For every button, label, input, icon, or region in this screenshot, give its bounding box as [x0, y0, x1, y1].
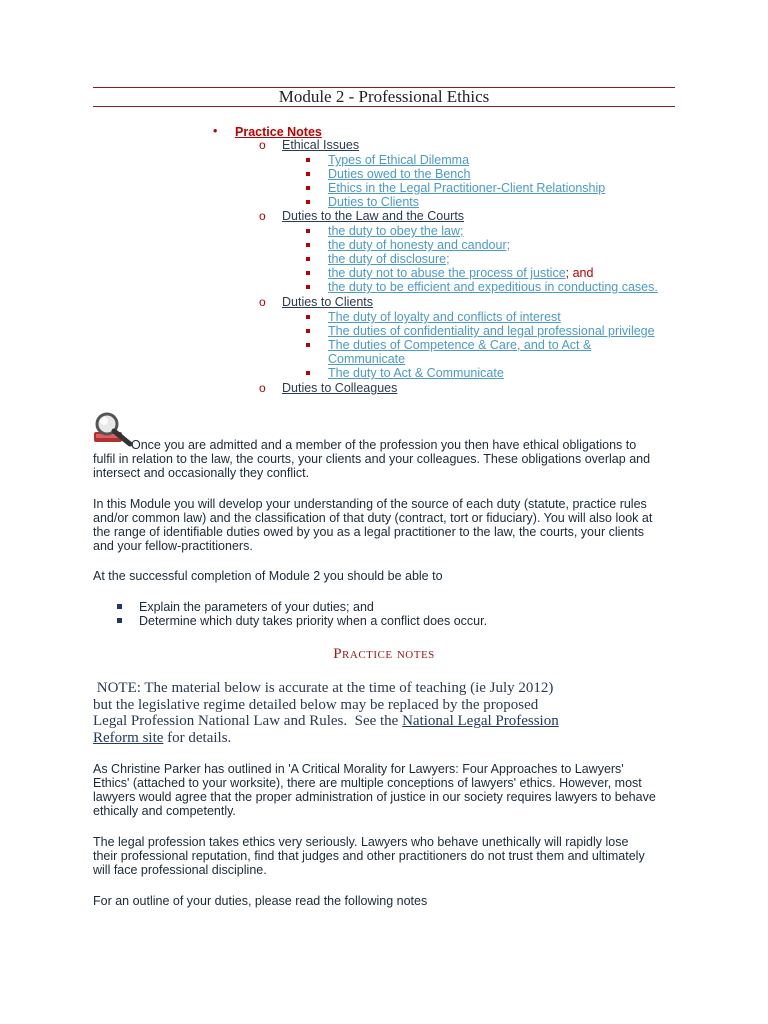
practice-notes-heading: Practice notes — [333, 646, 435, 662]
outcome-item: Determine which duty takes priority when a conflict does occur. — [139, 614, 488, 628]
square-bullet-icon — [306, 315, 310, 319]
link-duty-loyalty[interactable]: The duty of loyalty and conflicts of interest — [328, 310, 561, 324]
section-duties-law-courts[interactable]: Duties to the Law and the Courts — [282, 209, 465, 223]
circle-bullet-icon: o — [259, 138, 266, 152]
square-bullet-icon — [306, 257, 310, 261]
item-suffix: ; and — [565, 266, 594, 280]
note-line3 — [93, 713, 678, 730]
bullet-icon: • — [213, 124, 218, 138]
item-duty-abuse-process — [328, 266, 593, 280]
intro-p2-line3: the range of identifiable duties owed by you as a legal practitioner to the law, the courts, your clients — [93, 525, 645, 539]
note-line3-text: Legal Profession National Law and Rules. See the — [93, 713, 403, 729]
square-bullet-icon — [306, 200, 310, 204]
square-bullet-icon — [306, 186, 310, 190]
square-bullet-icon — [117, 604, 122, 609]
reform-site-link[interactable]: National Legal Profession — [402, 713, 559, 729]
link-duty-act-communicate[interactable]: The duty to Act & Communicate — [328, 366, 504, 380]
link-ethics-client-relationship[interactable]: Ethics in the Legal Practitioner-Client Relationship — [328, 181, 606, 195]
body-p5-line3: will face professional discipline. — [93, 863, 267, 877]
link-duty-abuse-process[interactable]: the duty not to abuse the process of justice — [328, 266, 566, 280]
link-duty-disclosure[interactable]: the duty of disclosure; — [328, 252, 450, 266]
intro-p2-line2: and/or common law) and the classification of that duty (contract, tort or fiduciary). You will also look at — [93, 511, 653, 525]
note-block — [93, 680, 678, 746]
square-bullet-icon — [306, 371, 310, 375]
reform-site-link-cont[interactable]: Reform site — [93, 729, 164, 746]
body-p5-line1: The legal profession takes ethics very seriously. Lawyers who behave unethically will rapidly lose — [93, 835, 629, 849]
link-types-ethical-dilemma[interactable]: Types of Ethical Dilemma — [328, 153, 470, 167]
link-duties-to-clients[interactable]: Duties to Clients — [328, 195, 420, 209]
square-bullet-icon — [306, 158, 310, 162]
square-bullet-icon — [306, 285, 310, 289]
note-line1: NOTE: The material below is accurate at the time of teaching (ie July 2012) — [93, 680, 554, 696]
section-duties-to-clients[interactable]: Duties to Clients — [282, 295, 374, 309]
title-bar — [93, 87, 675, 107]
intro-p1-line1: Once you are admitted and a member of the profession you then have ethical obligations to — [131, 438, 637, 452]
link-duty-competence[interactable]: The duties of Competence & Care, and to Act & — [328, 338, 592, 352]
body-p4-line1: As Christine Parker has outlined in 'A Critical Morality for Lawyers: Four Approaches to Lawyers' — [93, 762, 624, 776]
square-bullet-icon — [306, 229, 310, 233]
outcome-item: Explain the parameters of your duties; and — [139, 600, 374, 614]
intro-paragraph-2 — [93, 497, 678, 553]
link-duty-confidentiality[interactable]: The duties of confidentiality and legal professional privilege — [328, 324, 655, 338]
intro-p1-line2: fulfil in relation to the law, the courts, your clients and your colleagues. These obligations overlap and — [93, 452, 651, 466]
link-duties-bench[interactable]: Duties owed to the Bench — [328, 167, 471, 181]
link-duty-efficient[interactable]: the duty to be efficient and expeditious in conducting cases. — [328, 280, 658, 294]
square-bullet-icon — [117, 618, 122, 623]
link-duty-competence-cont[interactable]: Communicate — [328, 352, 406, 366]
note-line4 — [93, 730, 678, 747]
circle-bullet-icon: o — [259, 209, 266, 223]
link-duty-honesty[interactable]: the duty of honesty and candour; — [328, 238, 511, 252]
body-p5-line2: their professional reputation, find that judges and other practitioners do not trust them and ultimately — [93, 849, 645, 863]
square-bullet-icon — [306, 343, 310, 347]
note-line4-text: for details. — [163, 729, 232, 746]
section-duties-colleagues[interactable]: Duties to Colleagues — [282, 381, 398, 395]
intro-paragraph-3: At the successful completion of Module 2 you should be able to — [93, 569, 443, 583]
square-bullet-icon — [306, 243, 310, 247]
body-paragraph-3: For an outline of your duties, please read the following notes — [93, 894, 428, 908]
body-p4-line4: ethically and competently. — [93, 804, 236, 818]
circle-bullet-icon: o — [259, 295, 266, 309]
section-ethical-issues[interactable]: Ethical Issues — [282, 138, 360, 152]
body-paragraph-1 — [93, 762, 678, 818]
body-p4-line3: lawyers would agree that the proper administration of justice in our society requires lawyers to behave — [93, 790, 656, 804]
note-line2: but the legislative regime detailed below may be replaced by the proposed — [93, 696, 539, 713]
body-paragraph-2 — [93, 835, 678, 877]
page-title: Module 2 - Professional Ethics — [278, 87, 490, 106]
body-p4-line2: Ethics' (attached to your worksite), there are multiple conceptions of lawyers' ethics. However, most — [93, 776, 642, 790]
outline-practice-notes[interactable]: Practice Notes — [235, 125, 322, 139]
intro-p2-line1: In this Module you will develop your understanding of the source of each duty (statute, practice rules — [93, 497, 647, 511]
intro-p2-line4: and your fellow-practitioners. — [93, 539, 253, 553]
intro-p1-line3: intersect and occasionally they conflict. — [93, 466, 310, 480]
circle-bullet-icon: o — [259, 381, 266, 395]
link-duty-obey-law[interactable]: the duty to obey the law; — [328, 224, 464, 238]
intro-paragraph-1 — [93, 438, 678, 480]
square-bullet-icon — [306, 329, 310, 333]
square-bullet-icon — [306, 172, 310, 176]
square-bullet-icon — [306, 271, 310, 275]
